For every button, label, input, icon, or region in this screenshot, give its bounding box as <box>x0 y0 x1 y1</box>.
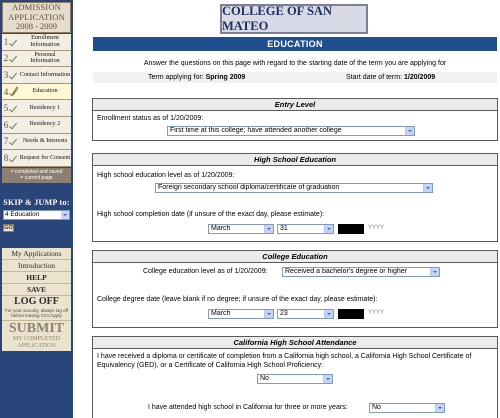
high-school-month-select[interactable] <box>208 224 274 234</box>
attended-value: No <box>372 404 381 411</box>
high-school-date-question: High school completion date (if unsure of the exact day, please estimate): <box>97 211 325 218</box>
status-legend <box>2 168 71 183</box>
help-link[interactable]: HELP <box>2 272 71 284</box>
step-number: 4 <box>3 86 9 97</box>
california-section <box>92 336 498 418</box>
go-button[interactable]: GO <box>4 225 13 231</box>
chevron-down-icon <box>423 184 432 192</box>
entry-level-section <box>92 98 498 141</box>
step-number: 8 <box>3 152 9 163</box>
section-title: College Education <box>93 251 497 263</box>
section-title: High School Education <box>93 154 497 166</box>
california-diploma-question: I have received a diploma or certificate of completion from a California high school, a California High School Certificate of Equivalency (GED), or a Certificate of California High School Proficiency: <box>97 353 472 369</box>
chevron-down-icon <box>405 127 414 135</box>
page-title: EDUCATION <box>93 37 497 51</box>
check-icon <box>10 135 19 147</box>
term-value: Spring 2009 <box>205 74 246 81</box>
year-placeholder: YYYY <box>368 225 385 231</box>
submit-button[interactable] <box>2 321 71 351</box>
step-personal-information[interactable] <box>2 51 71 68</box>
pencil-icon <box>10 86 19 98</box>
california-attended-question: I have attended high school in California for three or more years: <box>148 404 348 411</box>
legend-current: = current page <box>20 175 53 181</box>
skip-jump-select[interactable] <box>3 210 70 220</box>
step-number: 5 <box>3 103 9 114</box>
college-day-select[interactable] <box>277 309 334 319</box>
step-label: Residency 2 <box>29 120 61 128</box>
college-year-input[interactable] <box>338 309 398 319</box>
chevron-down-icon <box>264 310 273 318</box>
check-icon <box>10 102 19 114</box>
my-applications-link[interactable]: My Applications <box>2 248 71 260</box>
term-info <box>93 72 497 83</box>
legend-completed: = completed and saved <box>10 169 63 175</box>
year-placeholder: YYYY <box>368 310 385 316</box>
application-header <box>2 2 71 33</box>
enrollment-status-question: Enrollment status as of 1/20/2009: <box>97 115 204 122</box>
step-list <box>2 34 71 167</box>
high-school-year-input[interactable] <box>338 224 398 234</box>
chevron-down-icon <box>264 225 273 233</box>
section-title: California High School Attendance <box>93 337 497 349</box>
step-label: Residency 1 <box>29 103 61 111</box>
month-value: March <box>211 225 231 232</box>
term-applying <box>148 72 245 83</box>
chevron-down-icon <box>324 310 333 318</box>
step-needs-interests[interactable] <box>2 134 71 151</box>
step-label: Needs & Interests <box>22 137 68 145</box>
chevron-down-icon <box>435 404 444 412</box>
chevron-down-icon <box>324 225 333 233</box>
skip-jump-label: SKIP & JUMP to: <box>3 198 70 207</box>
chevron-down-icon <box>323 375 332 383</box>
header-line-1: ADMISSION <box>11 2 62 12</box>
check-icon <box>10 36 19 48</box>
step-label: Request for Consent <box>19 153 71 161</box>
header-line-3: 2008 - 2009 <box>15 21 58 31</box>
step-number: 7 <box>3 136 9 147</box>
sidebar <box>0 0 73 418</box>
header-line-2: APPLICATION <box>8 11 65 22</box>
college-name: COLLEGE OF SAN MATEO <box>222 4 332 33</box>
step-number: 1 <box>3 36 9 47</box>
step-label: Education <box>32 87 58 95</box>
college-logo <box>220 4 368 34</box>
diploma-value: No <box>260 375 269 382</box>
step-number: 6 <box>3 119 9 130</box>
step-label: Enrollment Information <box>30 34 60 48</box>
step-contact-information[interactable] <box>2 67 71 84</box>
day-value: 31 <box>280 225 288 232</box>
skip-jump-value: 4 Education <box>5 211 40 218</box>
check-icon <box>10 152 19 164</box>
term-label: Term applying for: <box>148 74 204 81</box>
high-school-level-value: Foreign secondary school diploma/certificate of graduation <box>158 184 340 191</box>
introduction-link[interactable]: Introduction <box>2 260 71 272</box>
month-value: March <box>211 310 231 317</box>
chevron-down-icon <box>430 268 439 276</box>
step-residency-1[interactable] <box>2 100 71 117</box>
step-education[interactable] <box>2 84 71 101</box>
college-month-select[interactable] <box>208 309 274 319</box>
start-label: Start date of term: <box>346 74 403 81</box>
log-off-link[interactable]: LOG OFF <box>14 296 59 307</box>
day-value: 23 <box>280 310 288 317</box>
enrollment-status-select[interactable] <box>167 126 415 136</box>
college-date-question: College degree date (leave blank if no degree; if unsure of the exact day, please estimate): <box>97 296 378 303</box>
high-school-day-select[interactable] <box>277 224 334 234</box>
step-request-for-consent[interactable] <box>2 150 71 167</box>
term-start <box>346 72 435 83</box>
college-level-select[interactable] <box>282 267 440 277</box>
check-icon <box>10 69 19 81</box>
chevron-down-icon <box>61 211 69 219</box>
year-field[interactable] <box>338 224 364 234</box>
step-enrollment-information[interactable] <box>2 34 71 51</box>
college-level-value: Received a bachelor's degree or higher <box>285 268 407 275</box>
college-section <box>92 250 498 328</box>
step-residency-2[interactable] <box>2 117 71 134</box>
step-number: 3 <box>3 69 9 80</box>
high-school-level-question: High school education level as of 1/20/2009: <box>97 172 235 179</box>
check-icon <box>10 119 19 131</box>
save-link[interactable]: SAVE <box>2 284 71 296</box>
high-school-level-select[interactable] <box>155 183 433 193</box>
submit-label: SUBMIT <box>8 321 65 336</box>
step-label: Contact Information <box>19 70 71 78</box>
submit-sublabel: MY COMPLETED APPLICATION <box>13 336 60 349</box>
year-field[interactable] <box>338 309 364 319</box>
start-value: 1/20/2009 <box>403 74 436 81</box>
check-icon <box>10 52 19 64</box>
step-label: Personal Information <box>30 50 60 65</box>
high-school-section <box>92 153 498 242</box>
section-title: Entry Level <box>93 99 497 111</box>
sidebar-links <box>2 248 71 351</box>
enrollment-status-value: First time at this college; have attended another college <box>170 127 342 134</box>
intro-text: Answer the questions on this page with regard to the starting date of the term you are applying for <box>143 60 447 67</box>
college-level-question: College education level as of 1/20/2009: <box>143 268 268 275</box>
california-diploma-select[interactable] <box>257 374 333 384</box>
step-number: 2 <box>3 53 9 64</box>
california-attended-select[interactable] <box>369 403 445 413</box>
log-off-note: For your security, always log off before leaving CCCApply <box>2 308 71 321</box>
